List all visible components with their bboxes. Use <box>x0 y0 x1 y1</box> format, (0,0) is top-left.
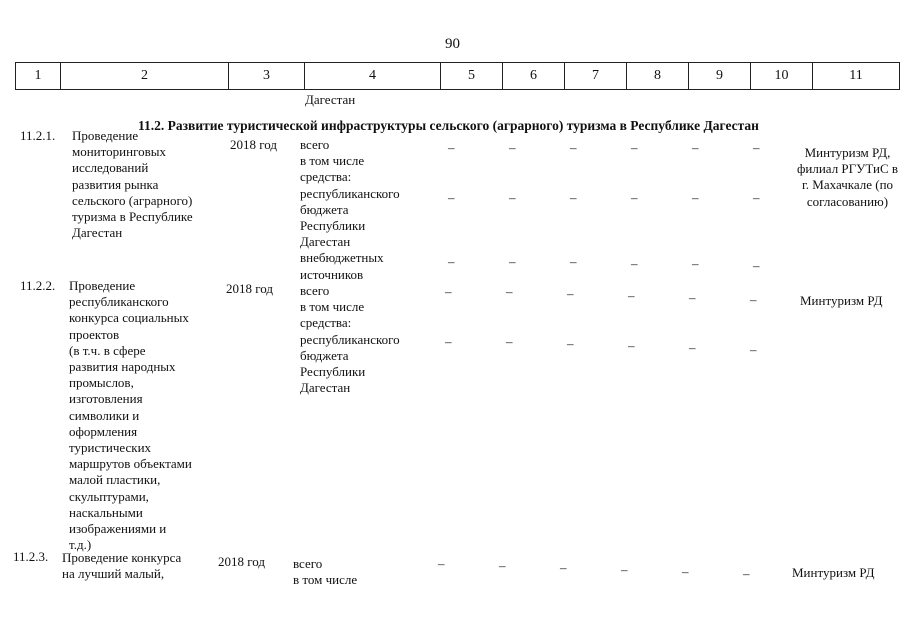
value-col8-extra: – <box>631 256 638 271</box>
value-col9-total: – <box>689 290 696 305</box>
executor <box>790 145 905 210</box>
activity-name <box>62 550 181 582</box>
text-line: маршрутов объектами <box>69 456 192 472</box>
column-number-1: 1 <box>16 63 61 90</box>
value-col10-total: – <box>743 566 750 581</box>
value-col5-total: – <box>448 140 455 155</box>
value-col5-budget: – <box>445 334 452 349</box>
text-line: г. Махачкале (по <box>801 177 894 193</box>
value-col8-budget: – <box>628 338 635 353</box>
column-number-8: 8 <box>627 63 689 90</box>
text-line: источников <box>300 266 364 282</box>
value-col8-budget: – <box>631 190 638 205</box>
text-line: Дагестан <box>300 380 351 396</box>
value-col10-total: – <box>753 140 760 155</box>
text-line: конкурса социальных <box>69 310 189 326</box>
text-line: Проведение <box>72 128 139 143</box>
funding-sources <box>300 137 400 283</box>
column-number-5: 5 <box>441 63 503 90</box>
text-line: всего <box>300 283 330 298</box>
period: 2018 год <box>230 137 277 152</box>
text-line: в том числе <box>293 572 358 588</box>
value-col8-total: – <box>621 562 628 577</box>
value-col8-total: – <box>631 140 638 155</box>
value-col7-extra: – <box>570 254 577 269</box>
text-line: в том числе <box>300 153 365 169</box>
activity-name <box>72 128 193 241</box>
text-line: оформления <box>69 423 138 439</box>
text-line: средства: <box>300 315 352 331</box>
text-line: проектов <box>69 326 120 342</box>
text-line: всего <box>300 137 330 152</box>
column-number-9: 9 <box>689 63 751 90</box>
value-col8-total: – <box>628 288 635 303</box>
carryover-text: Дагестан <box>305 92 356 107</box>
text-line: Республики <box>300 364 366 380</box>
row-number: 11.2.2. <box>20 278 56 293</box>
column-number-11: 11 <box>813 63 900 90</box>
row-number: 11.2.3. <box>13 549 49 564</box>
text-line: (в т.ч. в сфере <box>69 342 146 358</box>
text-line: развития рынка <box>72 176 159 192</box>
value-col9-budget: – <box>689 340 696 355</box>
section-title: 11.2. Развитие туристической инфраструктуры сельского (аграрного) туризма в Республике Дагестан <box>138 118 759 133</box>
value-col7-total: – <box>567 286 574 301</box>
text-line: бюджета <box>300 347 349 363</box>
executor: Минтуризм РД <box>792 565 875 580</box>
text-line: Минтуризм РД, <box>804 145 891 160</box>
text-line: республиканского <box>300 185 400 201</box>
value-col9-total: – <box>682 564 689 579</box>
period: 2018 год <box>218 554 265 569</box>
value-col10-budget: – <box>753 190 760 205</box>
text-line: скульптурами, <box>69 488 149 504</box>
column-number-7: 7 <box>565 63 627 90</box>
text-line: Проведение конкурса <box>62 550 182 565</box>
value-col9-total: – <box>692 140 699 155</box>
text-line: туристических <box>69 440 152 456</box>
value-col6-budget: – <box>509 190 516 205</box>
text-line: филиал РГУТиС в <box>796 161 899 177</box>
column-header-table <box>15 62 900 90</box>
text-line: наскальными <box>69 504 143 520</box>
text-line: сельского (аграрного) <box>72 192 193 208</box>
text-line: средства: <box>300 169 352 185</box>
text-line: согласованию) <box>806 193 889 209</box>
value-col10-extra: – <box>753 258 760 273</box>
text-line: республиканского <box>69 294 169 310</box>
value-col7-total: – <box>570 140 577 155</box>
funding-sources <box>293 556 357 588</box>
value-col6-budget: – <box>506 334 513 349</box>
column-number-3: 3 <box>229 63 305 90</box>
column-number-6: 6 <box>503 63 565 90</box>
value-col6-extra: – <box>509 254 516 269</box>
value-col5-budget: – <box>448 190 455 205</box>
text-line: символики и <box>69 407 140 423</box>
funding-sources <box>300 283 400 396</box>
activity-name <box>69 278 192 553</box>
value-col9-budget: – <box>692 190 699 205</box>
value-col10-budget: – <box>750 342 757 357</box>
text-line: Республики <box>300 218 366 234</box>
text-line: мониторинговых <box>72 144 166 160</box>
value-col6-total: – <box>509 140 516 155</box>
text-line: малой пластики, <box>69 472 161 488</box>
text-line: Дагестан <box>300 234 351 250</box>
text-line: на лучший малый, <box>62 566 165 582</box>
value-col10-total: – <box>750 292 757 307</box>
page-number: 90 <box>445 36 460 52</box>
text-line: республиканского <box>300 331 400 347</box>
text-line: изготовления <box>69 391 143 407</box>
period: 2018 год <box>226 281 273 296</box>
text-line: Проведение <box>69 278 136 293</box>
value-col5-total: – <box>438 556 445 571</box>
text-line: т.д.) <box>69 537 92 553</box>
value-col5-extra: – <box>448 254 455 269</box>
text-line: в том числе <box>300 299 365 315</box>
text-line: Дагестан <box>72 225 123 241</box>
row-number: 11.2.1. <box>20 128 56 143</box>
column-number-10: 10 <box>751 63 813 90</box>
column-header-row <box>16 63 900 90</box>
text-line: всего <box>293 556 323 571</box>
text-line: промыслов, <box>69 375 134 391</box>
value-col5-total: – <box>445 284 452 299</box>
column-number-4: 4 <box>305 63 441 90</box>
text-line: внебюджетных <box>300 250 384 266</box>
executor: Минтуризм РД <box>800 293 883 308</box>
column-number-2: 2 <box>61 63 229 90</box>
value-col6-total: – <box>506 284 513 299</box>
value-col9-extra: – <box>692 256 699 271</box>
text-line: исследований <box>72 160 149 176</box>
value-col6-total: – <box>499 558 506 573</box>
value-col7-budget: – <box>570 190 577 205</box>
text-line: развития народных <box>69 359 176 375</box>
text-line: туризма в Республике <box>72 209 193 225</box>
value-col7-budget: – <box>567 336 574 351</box>
text-line: изображениями и <box>69 521 167 537</box>
value-col7-total: – <box>560 560 567 575</box>
text-line: бюджета <box>300 201 349 217</box>
